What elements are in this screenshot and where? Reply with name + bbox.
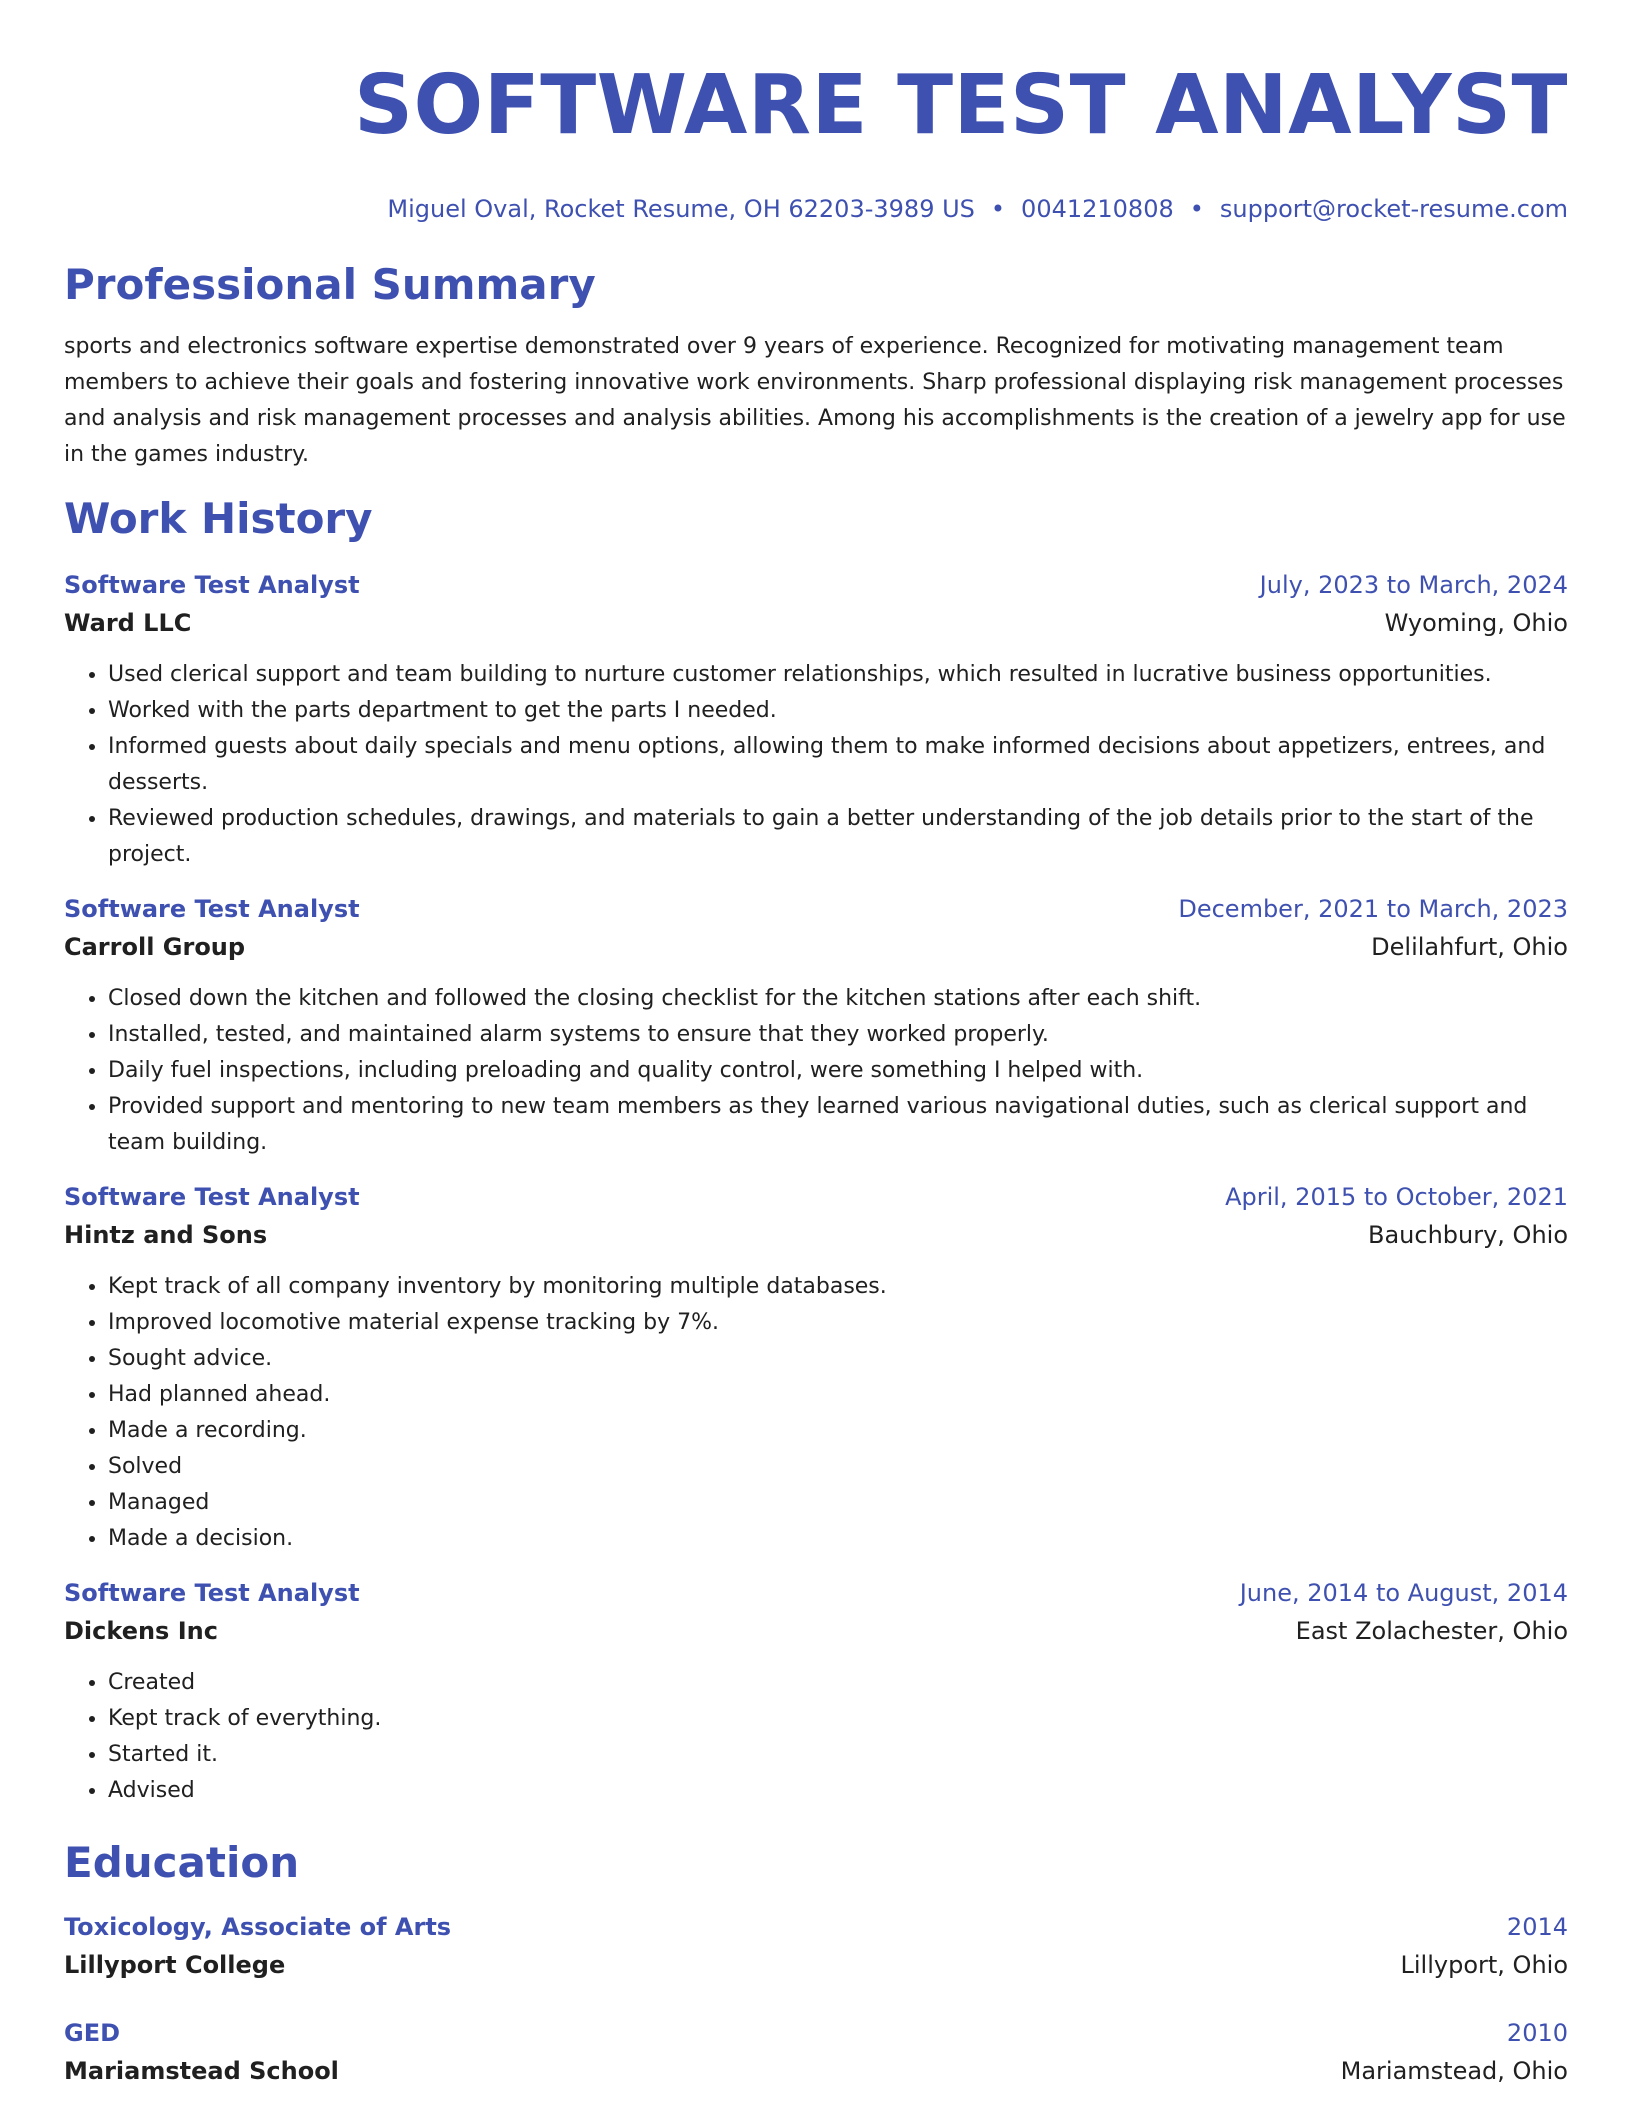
job-entry bbox=[64, 1179, 1568, 1557]
job-entry bbox=[64, 1575, 1568, 1809]
contact-email[interactable]: support@rocket-resume.com bbox=[1219, 195, 1568, 223]
job-location: East Zolachester, Ohio bbox=[1295, 1617, 1568, 1645]
job-bullets bbox=[64, 657, 1568, 873]
job-bullet: • Managed bbox=[108, 1485, 1568, 1521]
summary-text: sports and electronics software expertise demonstrated over 9 years of experience. Recognized for motivating management team members to achieve their goals and fostering innovative work environments. Sharp professional displaying risk management processes and analysis and risk management processes and analysis abilities. Among his accomplishments is the creation of a jewelry app for use in the games industry. bbox=[64, 334, 1566, 467]
job-bullet: • Made a decision. bbox=[108, 1521, 1568, 1557]
job-company: Dickens Inc bbox=[64, 1617, 218, 1645]
job-title: Software Test Analyst bbox=[64, 1579, 360, 1607]
job-bullet: • Solved bbox=[108, 1449, 1568, 1485]
job-bullet: • Made a recording. bbox=[108, 1413, 1568, 1449]
education-entry bbox=[64, 2015, 1568, 2091]
job-bullet: • Started it. bbox=[108, 1737, 1568, 1773]
job-bullet: • Informed guests about daily specials and menu options, allowing them to make informed decisions about appetizers, entrees, and desserts. bbox=[108, 729, 1568, 801]
job-bullet: • Installed, tested, and maintained alarm systems to ensure that they worked properly. bbox=[108, 1017, 1568, 1053]
job-entry bbox=[64, 567, 1568, 873]
contact-address: Miguel Oval, Rocket Resume, OH 62203-3989 US bbox=[387, 195, 975, 223]
education-entry bbox=[64, 1909, 1568, 1985]
job-entry bbox=[64, 891, 1568, 1161]
education-location: Lillyport, Ohio bbox=[1400, 1951, 1568, 1979]
job-bullet: • Closed down the kitchen and followed the closing checklist for the kitchen stations after each shift. bbox=[108, 981, 1568, 1017]
job-bullets bbox=[64, 1269, 1568, 1557]
job-location: Wyoming, Ohio bbox=[1384, 609, 1568, 637]
job-location: Bauchbury, Ohio bbox=[1367, 1221, 1568, 1249]
education-degree: GED bbox=[64, 2019, 121, 2047]
job-title: Software Test Analyst bbox=[64, 571, 360, 599]
job-bullet: • Worked with the parts department to get the parts I needed. bbox=[108, 693, 1568, 729]
job-bullets bbox=[64, 1665, 1568, 1809]
resume-title: SOFTWARE TEST ANALYST bbox=[353, 58, 1568, 153]
education-location: Mariamstead, Ohio bbox=[1340, 2057, 1568, 2085]
job-bullet: • Used clerical support and team building to nurture customer relationships, which resulted in lucrative business opportunities. bbox=[108, 657, 1568, 693]
job-bullet: • Kept track of all company inventory by monitoring multiple databases. bbox=[108, 1269, 1568, 1305]
contact-separator: • bbox=[990, 195, 1006, 223]
job-title: Software Test Analyst bbox=[64, 1183, 360, 1211]
job-company: Ward LLC bbox=[64, 609, 192, 637]
education-heading: Education bbox=[64, 1838, 300, 1887]
education-year: 2014 bbox=[1506, 1913, 1568, 1941]
job-dates: June, 2014 to August, 2014 bbox=[1239, 1579, 1568, 1607]
job-company: Carroll Group bbox=[64, 933, 246, 961]
job-bullet: • Advised bbox=[108, 1773, 1568, 1809]
contact-separator: • bbox=[1189, 195, 1204, 223]
job-bullets bbox=[64, 981, 1568, 1161]
job-company: Hintz and Sons bbox=[64, 1221, 268, 1249]
summary-heading: Professional Summary bbox=[64, 260, 596, 309]
education-degree: Toxicology, Associate of Arts bbox=[64, 1913, 452, 1941]
job-bullet: • Provided support and mentoring to new team members as they learned various navigational duties, such as clerical support and team building. bbox=[108, 1089, 1568, 1161]
job-title: Software Test Analyst bbox=[64, 895, 360, 923]
contact-line bbox=[64, 194, 1568, 224]
job-bullet: • Reviewed production schedules, drawings, and materials to gain a better understanding of the job details prior to the start of the project. bbox=[108, 801, 1568, 873]
job-bullet: • Sought advice. bbox=[108, 1341, 1568, 1377]
job-bullet: • Had planned ahead. bbox=[108, 1377, 1568, 1413]
job-bullet: • Kept track of everything. bbox=[108, 1701, 1568, 1737]
job-dates: April, 2015 to October, 2021 bbox=[1225, 1183, 1568, 1211]
job-dates: July, 2023 to March, 2024 bbox=[1259, 571, 1568, 599]
education-year: 2010 bbox=[1506, 2019, 1568, 2047]
job-bullet: • Created bbox=[108, 1665, 1568, 1701]
job-location: Delilahfurt, Ohio bbox=[1371, 933, 1568, 961]
education-school: Lillyport College bbox=[64, 1951, 286, 1979]
job-bullet: • Daily fuel inspections, including preloading and quality control, were something I helped with. bbox=[108, 1053, 1568, 1089]
education-school: Mariamstead School bbox=[64, 2057, 339, 2085]
contact-phone: 0041210808 bbox=[1021, 195, 1174, 223]
job-bullet: • Improved locomotive material expense tracking by 7%. bbox=[108, 1305, 1568, 1341]
work-history-heading: Work History bbox=[64, 494, 373, 543]
job-dates: December, 2021 to March, 2023 bbox=[1178, 895, 1568, 923]
